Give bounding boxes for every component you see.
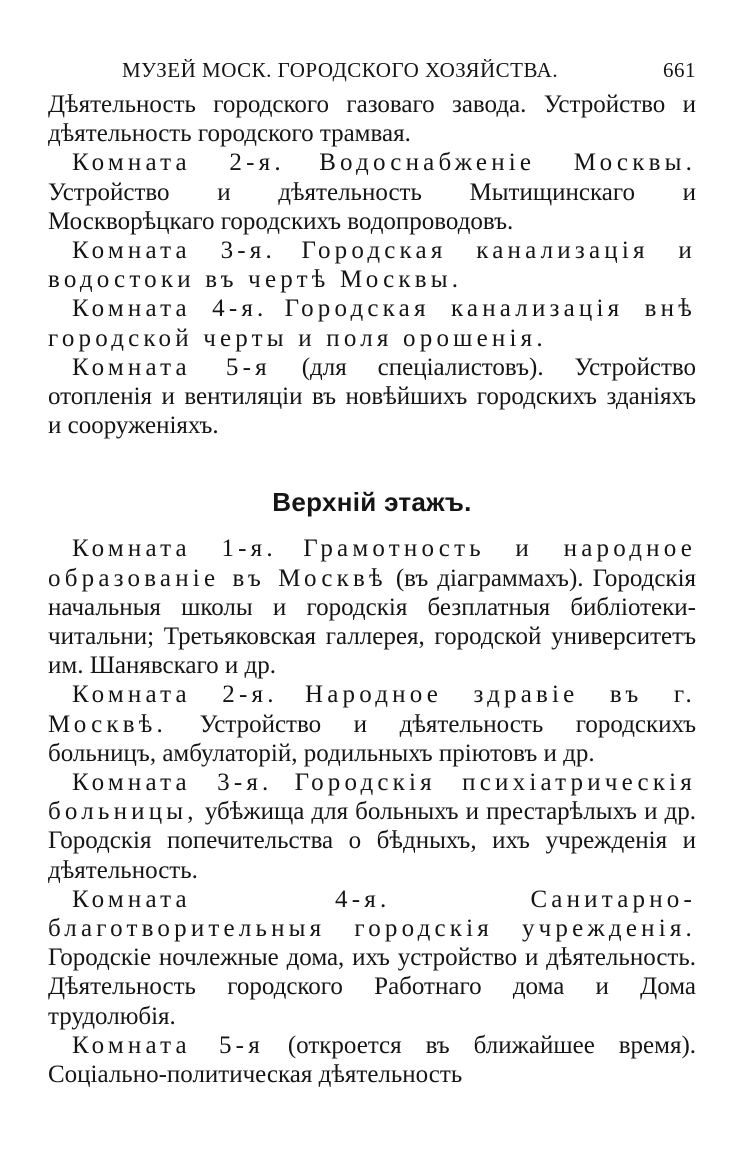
running-title: МУЗЕЙ МОСК. ГОРОДСКОГО ХОЗЯЙСТВА. xyxy=(122,58,559,82)
room-label: Комната 3-я. xyxy=(72,237,276,265)
room-label: Комната 2-я. xyxy=(72,149,285,177)
room-topic: Городская канализація внѣ городской черты и поля орошенія. xyxy=(48,295,697,352)
upper-room-2-paragraph xyxy=(48,680,696,768)
room-label: Комната 1-я. xyxy=(72,535,277,563)
book-page xyxy=(48,54,696,1089)
room-label: Комната 4-я. xyxy=(72,885,391,913)
room-topic: Городская канализація и водостоки въ чертѣ Москвы. xyxy=(48,237,696,294)
room-description: Городскіе ночлежные дома, ихъ устройство и дѣятельность. Дѣятельность городского Работнаго дома и Дома трудолюбія. xyxy=(48,944,696,1030)
upper-room-5-paragraph xyxy=(48,1031,696,1089)
upper-room-1-paragraph xyxy=(48,534,696,680)
lower-room-3-paragraph xyxy=(48,236,696,294)
room-topic: Народное здравіе въ г. Москвѣ. xyxy=(48,681,697,738)
room-topic: Санитарно-благотворительныя городскія учрежденія. xyxy=(48,885,696,943)
room-label: Комната 2-я. xyxy=(72,681,278,709)
lower-room-4-paragraph xyxy=(48,294,696,352)
room-description: (въ діаграммахъ). Городскія начальныя школы и городскія безплатныя библіотеки-читальни; Третьяковская галлерея, городской университетъ им. Шанявскаго и др. xyxy=(48,564,697,680)
running-head xyxy=(48,54,696,90)
continuation-paragraph: Дѣятельность городского газоваго завода. Устройство и дѣятельность городского трамвая. xyxy=(48,91,696,148)
room-label: Комната 3-я. xyxy=(72,769,273,797)
room-topic: Грамотность и народное образованіе въ Москвѣ xyxy=(48,535,696,592)
room-label: Комната 4-я. xyxy=(72,295,268,323)
page-number: 661 xyxy=(663,58,696,82)
lower-room-5-paragraph xyxy=(48,353,696,441)
room-description: Устройство и дѣятельность Мытищинскаго и Москворѣцкаго городскихъ водопроводовъ. xyxy=(48,178,696,235)
room-description: Устройство и дѣятельность городскихъ больницъ, амбулаторій, родильныхъ пріютовъ и др. xyxy=(48,710,697,767)
room-description: убѣжища для больныхъ и престарѣлыхъ и др. Городскія попечительства о бѣдныхъ, ихъ учрежденія и дѣятельность. xyxy=(48,798,696,884)
room-label: Комната 5-я xyxy=(72,1031,264,1059)
room-description: (откроется въ ближайшее время). Соціально-политическая дѣятельность xyxy=(48,1031,697,1089)
room-topic: Водоснабженіе Москвы. xyxy=(319,149,697,177)
room-description: (для спеціалистовъ). Устройство отопленія и вентиляціи въ новѣйшихъ городскихъ зданіяхъ и сооруженіяхъ. xyxy=(48,353,697,440)
upper-room-3-paragraph xyxy=(48,768,696,885)
lower-room-2-paragraph xyxy=(48,148,696,236)
room-topic: Городскія психіатрическія больницы, xyxy=(48,769,697,826)
upper-room-4-paragraph xyxy=(48,885,696,1031)
section-heading: Верхній этажъ. xyxy=(272,487,472,518)
room-label: Комната 5-я xyxy=(72,353,271,381)
